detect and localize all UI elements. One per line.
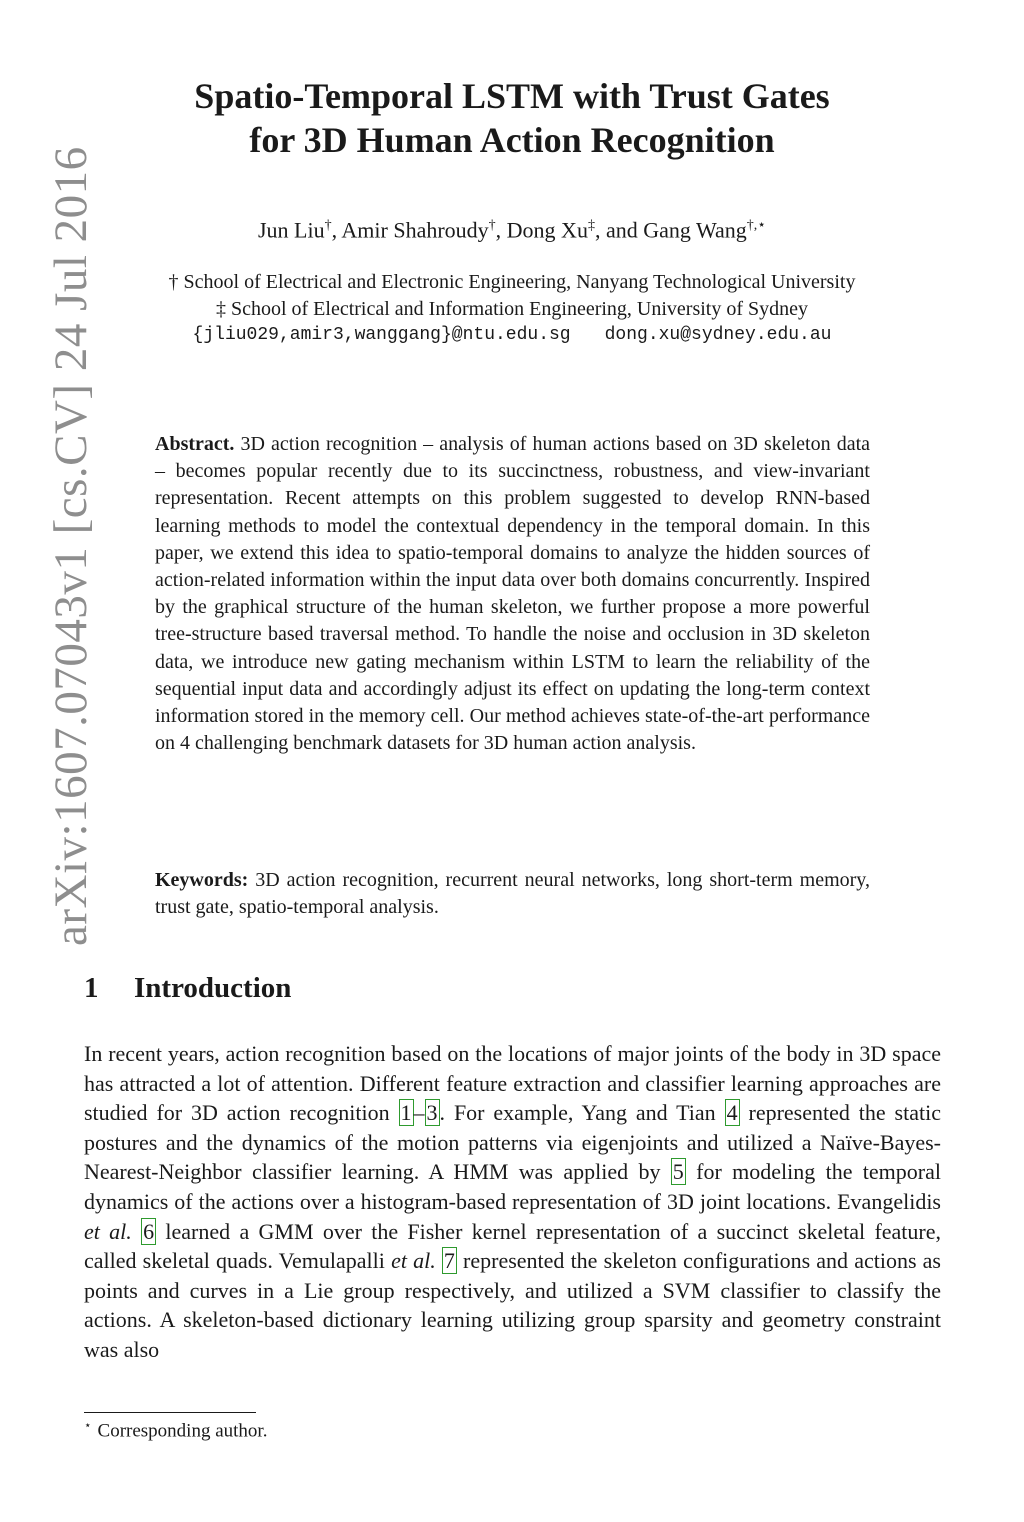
keywords [155, 867, 870, 921]
intro-text: for modeling the temporal dynamics of the actions over a histogram-based representation of 3D joint locations. Evangelidis [84, 1159, 942, 1214]
title-line-2: for 3D Human Action Recognition [249, 120, 775, 160]
et-al: et al. [84, 1218, 132, 1244]
footnote [84, 1418, 267, 1442]
et-al: et al. [391, 1248, 436, 1274]
intro-text: learned a GMM over the Fisher kernel representation of a succinct skeletal feature, called skeletal quads. Vemulapalli [84, 1218, 941, 1274]
intro-text [132, 1219, 141, 1244]
affiliation-mark: † [488, 218, 496, 233]
author-separator: , [495, 217, 507, 243]
email-ntu: {jliu029,amir3,wanggang}@ntu.edu.sg [192, 325, 571, 345]
footnote-rule [84, 1412, 256, 1413]
email-sydney: dong.xu@sydney.edu.au [604, 325, 832, 345]
intro-text: In recent years, action recognition based on the locations of major joints of the body in 3D space has attracted a lot of attention. Different feature extraction and classifier learning approaches are studied for 3D action recognition [84, 1041, 941, 1126]
intro-text: represented the static postures and the dynamics of the motion patterns via eigenjoints and utilized a Naïve-Bayes-Nearest-Neighbor classifier learning. A HMM was applied by [84, 1100, 941, 1185]
footnote-text: Corresponding author. [97, 1420, 268, 1442]
intro-text [436, 1248, 442, 1273]
affiliation-mark: † [324, 218, 332, 233]
keywords-text: 3D action recognition, recurrent neural networks, long short-term memory, trust gate, spatio-temporal analysis. [155, 869, 870, 919]
section-heading-introduction [84, 972, 291, 1005]
abstract-label: Abstract. [155, 433, 235, 455]
paper-title [0, 74, 1024, 162]
citation-range-dash: – [413, 1100, 425, 1126]
title-line-1: Spatio-Temporal LSTM with Trust Gates [194, 76, 830, 116]
affiliation-mark: †,⋆ [746, 218, 767, 233]
author-amir-shahroudy: Amir Shahroudy [341, 217, 489, 243]
introduction-paragraph [84, 1039, 941, 1365]
footnote-mark: ⋆ [84, 1418, 92, 1432]
author-separator: , and [594, 217, 644, 243]
section-title: Introduction [134, 972, 292, 1004]
section-number: 1 [84, 972, 99, 1004]
affiliation-sydney: ‡ School of Electrical and Information Engineering, University of Sydney [215, 298, 809, 320]
citation-link-7[interactable]: 7 [443, 1248, 455, 1274]
citation-link-5[interactable]: 5 [672, 1159, 684, 1185]
affiliation-mark: ‡ [587, 218, 595, 233]
author-gang-wang: Gang Wang [643, 217, 747, 243]
abstract [155, 431, 870, 757]
author-emails [0, 325, 1024, 345]
citation-link-4[interactable]: 4 [726, 1100, 738, 1126]
citation-link-3[interactable]: 3 [426, 1100, 438, 1126]
keywords-label: Keywords: [155, 869, 249, 891]
author-dong-xu: Dong Xu [506, 217, 588, 243]
intro-text: represented the skeleton configurations and actions as points and curves in a Lie group respectively, and utilized a SVM classifier to classify the actions. A skeleton-based dictionary learning utilizing group sparsity and geometry constraint was also [84, 1248, 941, 1362]
author-jun-liu: Jun Liu [257, 217, 325, 243]
author-list [0, 217, 1024, 243]
citation-link-6[interactable]: 6 [143, 1218, 155, 1244]
arxiv-identifier-stamp: arXiv:1607.07043v1 [cs.CV] 24 Jul 2016 [45, 146, 97, 946]
citation-link-1[interactable]: 1 [400, 1100, 412, 1126]
affiliation-ntu: † School of Electrical and Electronic Engineering, Nanyang Technological University [168, 271, 856, 293]
intro-text: . For example, Yang and Tian [439, 1100, 725, 1126]
abstract-text: 3D action recognition – analysis of human actions based on 3D skeleton data – becomes popular recently due to its succinctness, robustness, and view-invariant representation. Recent attempts on this problem suggested to develop RNN-based learning methods to model the contextual dependency in the temporal domain. In this paper, we extend this idea to spatio-temporal domains to analyze the hidden sources of action-related information within the input data over both domains concurrently. Inspired by the graphical structure of the human skeleton, we further propose a more powerful tree-structure based traversal method. To handle the noise and occlusion in 3D skeleton data, we introduce new gating mechanism within LSTM to learn the reliability of the sequential input data and accordingly adjust its effect on updating the long-term context information stored in the memory cell. Our method achieves state-of-the-art performance on 4 challenging benchmark datasets for 3D human action analysis. [155, 433, 870, 755]
author-separator: , [331, 217, 342, 243]
